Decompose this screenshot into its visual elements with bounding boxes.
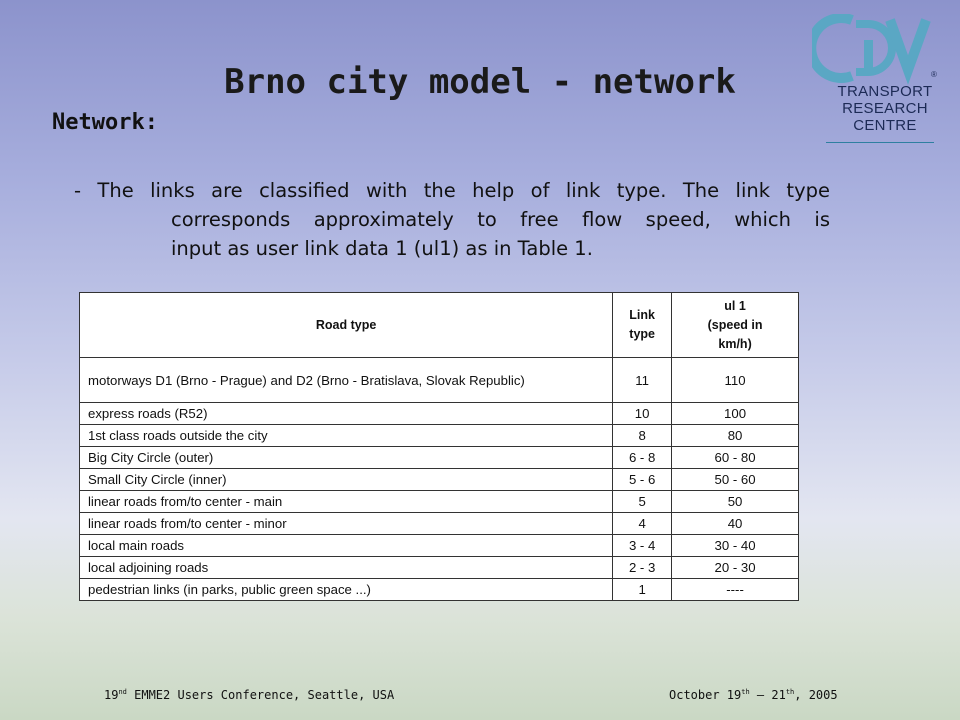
header-ul1-line1: ul 1 (724, 298, 746, 313)
header-ul1-line3: km/h) (718, 336, 752, 351)
cell-link-type: 11 (613, 358, 672, 403)
footer-date-start: October 19 (669, 688, 742, 702)
cell-road-type: local main roads (80, 535, 613, 557)
cell-speed: 80 (672, 425, 799, 447)
logo-text-line3: CENTRE (853, 117, 917, 134)
paragraph-line-2: corresponds approximately to free flow speed, which is (171, 208, 830, 231)
header-ul1-line2: (speed in (707, 317, 763, 332)
cell-road-type: Small City Circle (inner) (80, 469, 613, 491)
cell-speed: 50 - 60 (672, 469, 799, 491)
cell-speed: 40 (672, 513, 799, 535)
paragraph-line-1: - The links are classified with the help of link type. The link type (74, 179, 830, 202)
footer-date (669, 688, 838, 702)
header-link-type-line1: Link (629, 308, 655, 322)
cell-speed: 100 (672, 403, 799, 425)
cell-road-type: linear roads from/to center - main (80, 491, 613, 513)
slide-title: Brno city model - network (224, 62, 736, 102)
table-row (80, 358, 799, 403)
header-link-type-line2: type (629, 327, 655, 341)
cell-speed: 20 - 30 (672, 557, 799, 579)
registered-mark: ® (931, 70, 937, 79)
paragraph-line-3: input as user link data 1 (ul1) as in Table 1. (171, 237, 593, 260)
footer-conference-number: 19 (104, 688, 119, 702)
header-road-type: Road type (80, 293, 613, 358)
description-paragraph (74, 176, 830, 263)
footer-date-start-ordinal: th (741, 688, 750, 696)
logo-text-line2: RESEARCH (842, 100, 928, 117)
cell-speed: 50 (672, 491, 799, 513)
cell-link-type: 6 - 8 (613, 447, 672, 469)
cell-road-type: motorways D1 (Brno - Prague) and D2 (Brno - Bratislava, Slovak Republic) (80, 358, 613, 403)
table-row (80, 469, 799, 491)
cell-road-type: linear roads from/to center - minor (80, 513, 613, 535)
cell-road-type: Big City Circle (outer) (80, 447, 613, 469)
header-link-type (613, 293, 672, 358)
cell-link-type: 2 - 3 (613, 557, 672, 579)
table-row (80, 579, 799, 601)
cell-link-type: 4 (613, 513, 672, 535)
header-ul1 (672, 293, 799, 358)
footer-conference-ordinal: nd (118, 688, 127, 696)
table-row (80, 491, 799, 513)
cell-link-type: 3 - 4 (613, 535, 672, 557)
table-row (80, 425, 799, 447)
cell-link-type: 5 - 6 (613, 469, 672, 491)
cell-link-type: 1 (613, 579, 672, 601)
cell-road-type: pedestrian links (in parks, public green space ...) (80, 579, 613, 601)
logo-text-line1: TRANSPORT (837, 83, 933, 100)
cell-road-type: 1st class roads outside the city (80, 425, 613, 447)
footer-conference-text: EMME2 Users Conference, Seattle, USA (126, 688, 395, 702)
table-row (80, 447, 799, 469)
cell-speed: 60 - 80 (672, 447, 799, 469)
table-row (80, 535, 799, 557)
footer-date-end-ordinal: th (785, 688, 795, 696)
footer-conference (104, 688, 394, 702)
table-row (80, 403, 799, 425)
table-row (80, 513, 799, 535)
cell-speed: 30 - 40 (672, 535, 799, 557)
cell-link-type: 10 (613, 403, 672, 425)
cell-speed: 110 (672, 358, 799, 403)
road-type-table (79, 292, 799, 601)
cell-link-type: 5 (613, 491, 672, 513)
cell-speed: ---- (672, 579, 799, 601)
cell-road-type: express roads (R52) (80, 403, 613, 425)
footer-date-dash: – 21 (749, 688, 786, 702)
footer-date-year: , 2005 (794, 688, 838, 702)
table-row (80, 557, 799, 579)
cell-link-type: 8 (613, 425, 672, 447)
logo-underline (826, 142, 934, 143)
section-heading: Network: (52, 110, 158, 135)
cell-road-type: local adjoining roads (80, 557, 613, 579)
table-header-row (80, 293, 799, 358)
